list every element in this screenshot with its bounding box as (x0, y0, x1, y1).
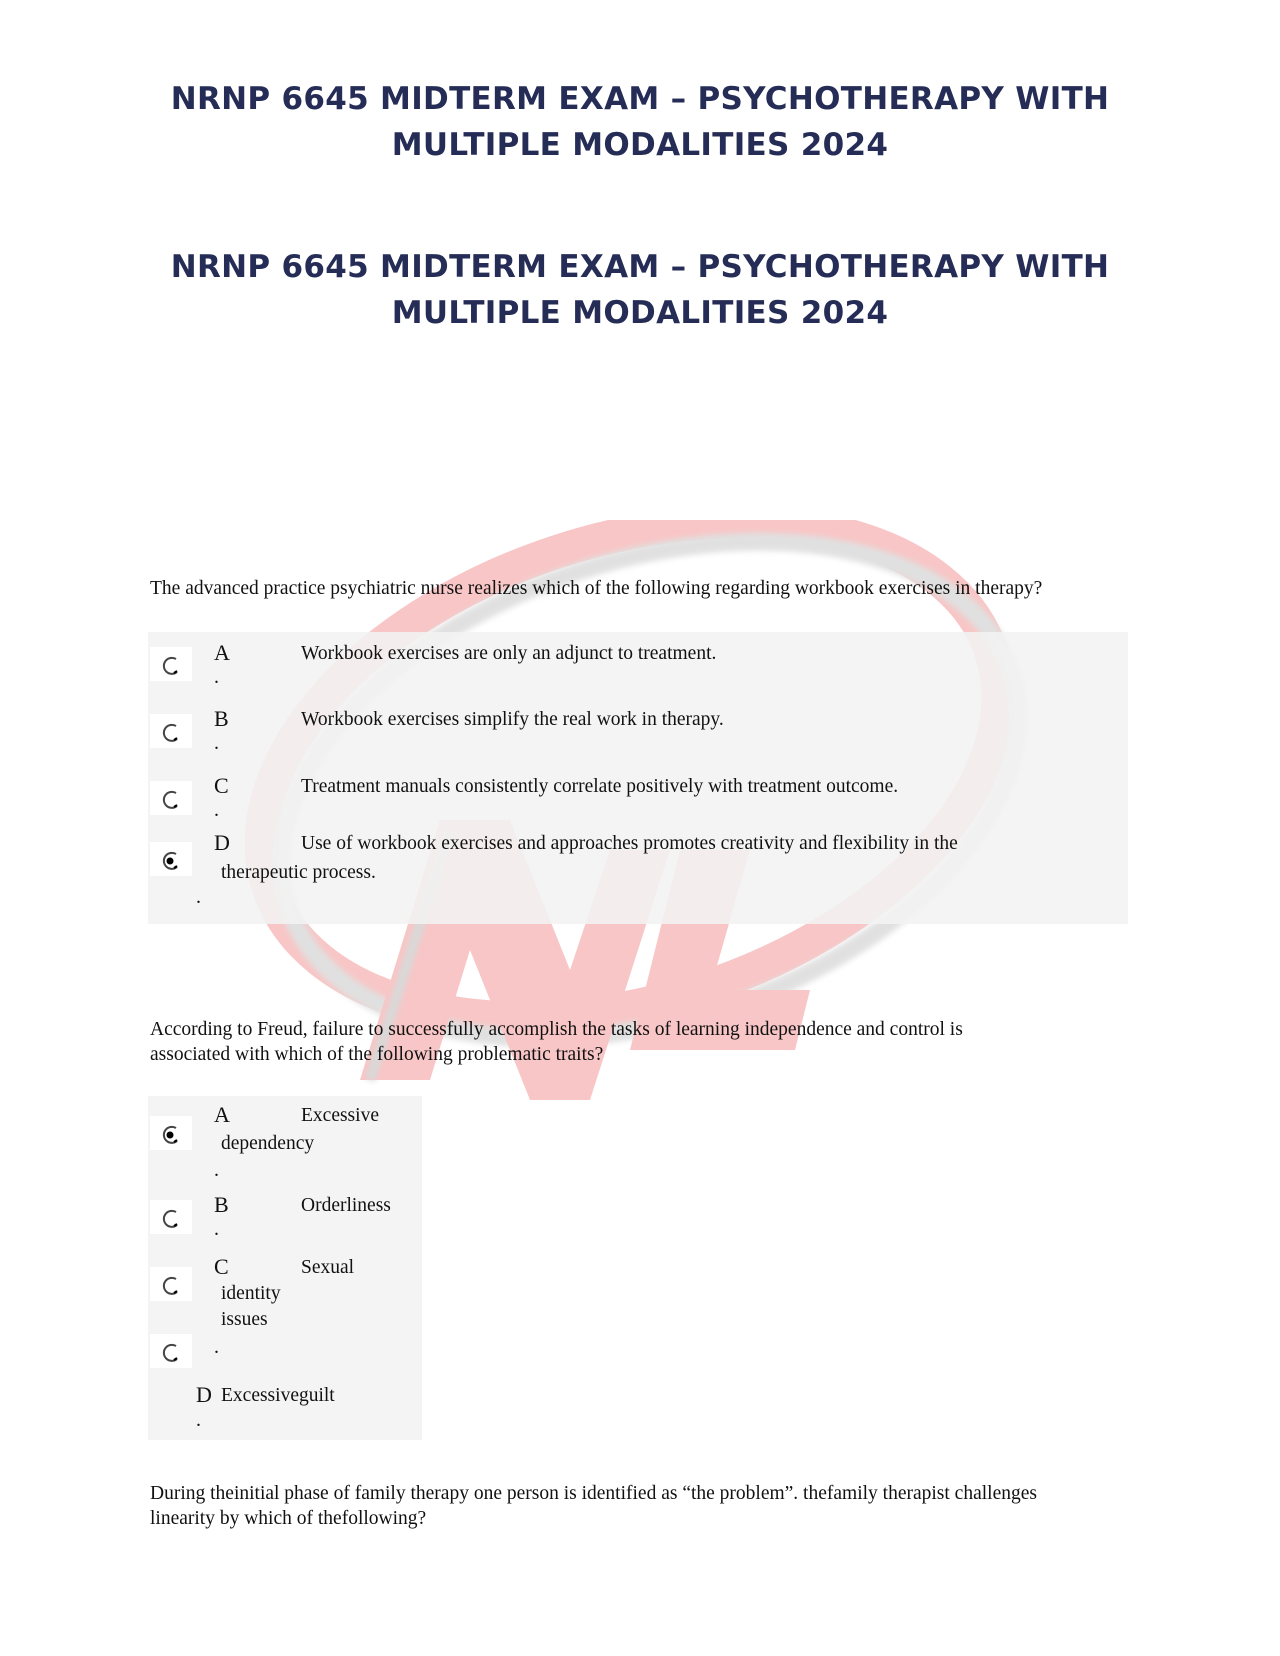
radio-unchecked-icon (160, 655, 182, 677)
q2-option-d-radio[interactable] (150, 1334, 192, 1368)
q2-option-b-text: Orderliness (301, 1195, 391, 1216)
radio-checked-icon (160, 1124, 182, 1146)
q2-option-b[interactable] (148, 1182, 422, 1246)
q2-option-a-radio[interactable] (150, 1116, 192, 1150)
q2-option-a-text-line2: dependency (221, 1133, 315, 1154)
question-2-text-line1: According to Freud, failure to successfully accomplish the tasks of learning independence and control is (150, 1019, 963, 1040)
q2-option-a-letter: A (214, 1102, 230, 1127)
radio-unchecked-icon (160, 1342, 182, 1364)
q2-option-c-text: Sexual (301, 1257, 355, 1278)
radio-unchecked-icon (160, 1275, 182, 1297)
document-subtitle-line1: NRNP 6645 MIDTERM EXAM – PSYCHOTHERAPY WITH (170, 249, 1110, 285)
q1-option-c-dot: . (214, 799, 219, 821)
q1-option-d-text-line2: therapeutic process. (221, 862, 376, 883)
document-title-line2: MULTIPLE MODALITIES 2024 (391, 127, 889, 163)
question-2-options (148, 1096, 422, 1440)
q2-option-d[interactable] (148, 1376, 422, 1440)
q1-option-a-radio[interactable] (150, 647, 192, 681)
question-3-text-line2: linearity by which of thefollowing? (150, 1508, 427, 1529)
q2-option-d-text: Excessiveguilt (221, 1385, 335, 1406)
q1-option-a-dot: . (214, 666, 219, 688)
q1-option-d-radio[interactable] (150, 842, 192, 876)
q2-option-b-dot: . (214, 1218, 219, 1240)
radio-unchecked-icon (160, 1208, 182, 1230)
q1-option-b[interactable] (148, 698, 1128, 764)
q1-option-c-letter: C (214, 773, 229, 798)
document-title-line1: NRNP 6645 MIDTERM EXAM – PSYCHOTHERAPY WITH (170, 81, 1110, 117)
q1-option-a[interactable] (148, 632, 1128, 698)
question-1-text: The advanced practice psychiatric nurse realizes which of the following regarding workbook exercises in therapy? (150, 578, 1043, 599)
radio-unchecked-icon (160, 722, 182, 744)
q2-option-c-dot: . (214, 1336, 219, 1358)
q2-option-b-radio[interactable] (150, 1200, 192, 1234)
document-subtitle-line2: MULTIPLE MODALITIES 2024 (391, 295, 889, 331)
q1-option-c-radio[interactable] (150, 781, 192, 815)
q1-option-b-dot: . (214, 732, 219, 754)
q1-option-d-dot: . (196, 886, 201, 908)
q1-option-a-text: Workbook exercises are only an adjunct to treatment. (301, 643, 717, 664)
q2-option-c-text-line3: issues (221, 1309, 268, 1330)
radio-unchecked-icon (160, 789, 182, 811)
q1-option-d-text: Use of workbook exercises and approaches promotes creativity and flexibility in the (301, 833, 958, 854)
q1-option-b-radio[interactable] (150, 714, 192, 748)
q2-option-a[interactable] (148, 1096, 422, 1182)
q2-option-c-text-line2: identity (221, 1283, 281, 1304)
radio-checked-icon (160, 850, 182, 872)
q1-option-d[interactable] (148, 826, 1128, 924)
question-2-text-line2: associated with which of the following problematic traits? (150, 1044, 604, 1065)
question-1-options (148, 632, 1128, 924)
q1-option-b-text: Workbook exercises simplify the real work in therapy. (301, 709, 724, 730)
q1-option-a-letter: A (214, 640, 230, 665)
q1-option-d-letter: D (214, 830, 230, 855)
question-3-text-line1: During theinitial phase of family therapy one person is identified as “the problem”. thefamily therapist challenges (150, 1483, 1037, 1504)
q2-option-c-radio[interactable] (150, 1267, 192, 1301)
q2-option-d-letter: D (196, 1382, 212, 1407)
q2-option-c-letter: C (214, 1254, 229, 1279)
q1-option-c[interactable] (148, 764, 1128, 826)
q2-option-d-dot: . (196, 1409, 201, 1431)
q2-option-a-dot: . (214, 1159, 219, 1181)
q1-option-c-text: Treatment manuals consistently correlate positively with treatment outcome. (301, 776, 899, 797)
q2-option-b-letter: B (214, 1192, 229, 1217)
q2-option-a-text: Excessive (301, 1105, 379, 1126)
q1-option-b-letter: B (214, 706, 229, 731)
